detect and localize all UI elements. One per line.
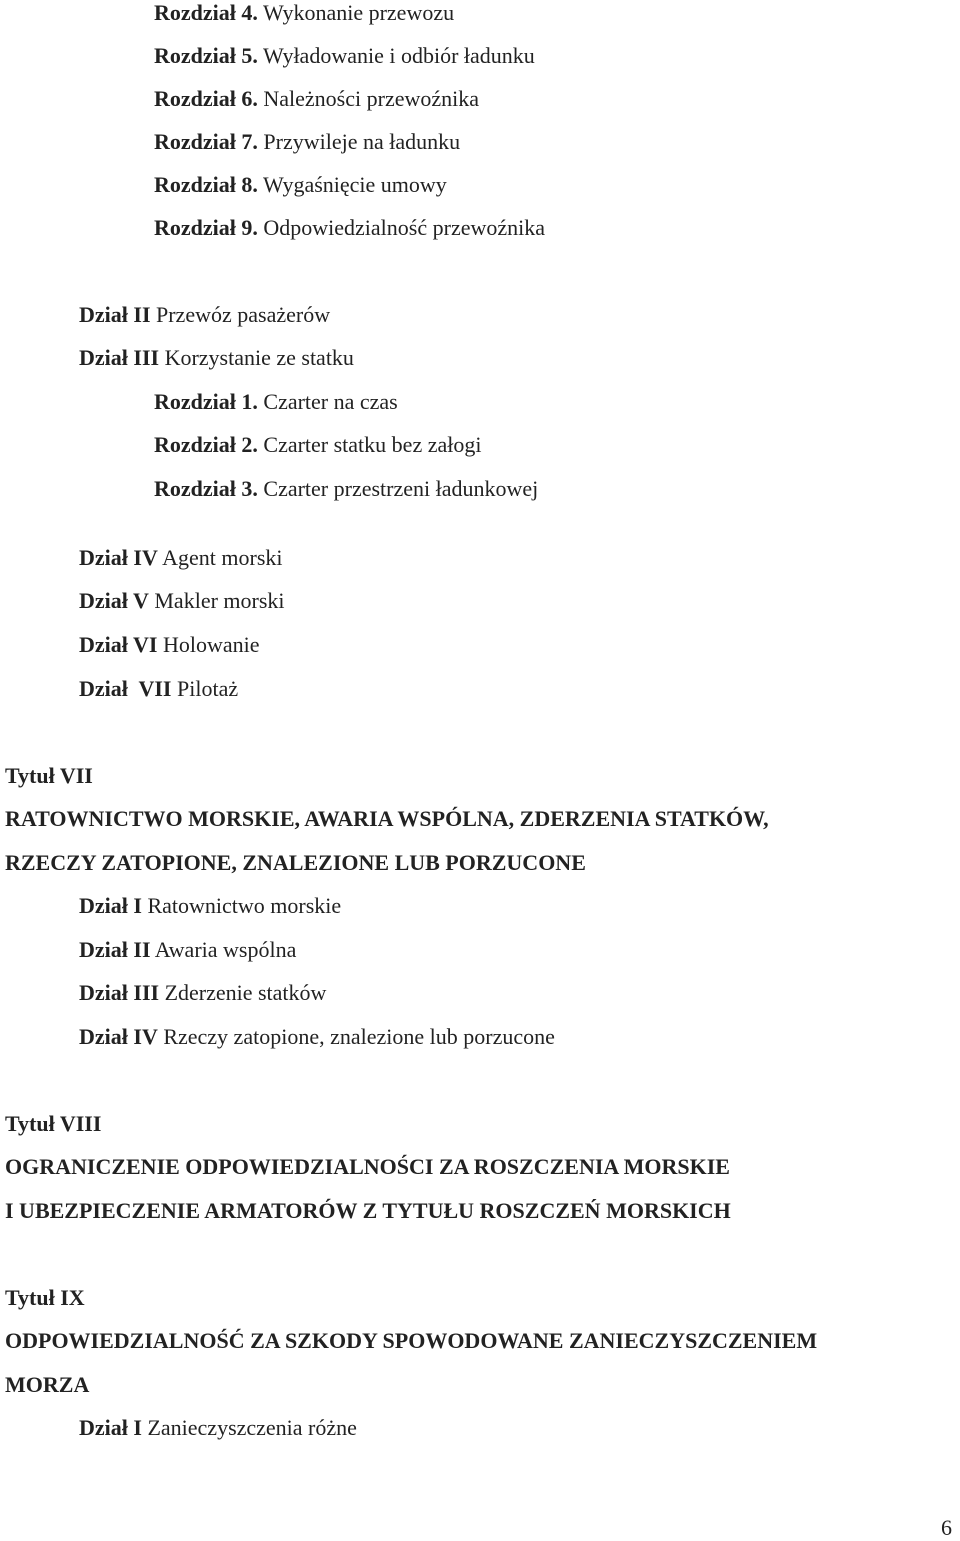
toc-entry-vii-dzial-iii [79,980,326,1006]
entry-label: Rozdział 7. [154,129,258,154]
toc-entry-rozdzial-4 [154,0,454,26]
toc-entry-rozdzial-6 [154,86,479,112]
entry-title: Makler morski [154,588,285,613]
entry-title: Ratownictwo morskie [147,893,342,918]
toc-entry-dzial-vi [79,632,259,658]
toc-entry-rozdzial-1 [154,389,398,415]
entry-title: Czarter przestrzeni ładunkowej [263,476,539,501]
title-ix-label: Tytuł IX [5,1285,85,1310]
entry-label: Dział II [79,937,151,962]
title-vii-heading-line-2: RZECZY ZATOPIONE, ZNALEZIONE LUB PORZUCONE [5,850,586,875]
entry-label: Rozdział 1. [154,389,258,414]
title-ix-heading-line-2: MORZA [5,1372,90,1397]
entry-label: Dział II [79,302,151,327]
entry-title: Przywileje na ładunku [263,129,461,154]
title-viii-heading-line-2: I UBEZPIECZENIE ARMATORÓW Z TYTUŁU ROSZCZEŃ MORSKICH [5,1198,731,1223]
entry-title: Czarter statku bez załogi [263,432,482,457]
entry-title: Zderzenie statków [164,980,327,1005]
entry-label: Dział IV [79,1024,158,1049]
entry-title: Wyładowanie i odbiór ładunku [263,43,535,68]
toc-entry-dzial-vii [79,676,238,702]
toc-entry-vii-dzial-iv [79,1024,555,1050]
toc-entry-ix-dzial-i [79,1415,357,1441]
toc-entry-vii-dzial-i [79,893,341,919]
entry-title: Pilotaż [177,676,239,701]
entry-label: Dział I [79,1415,142,1440]
title-viii-label: Tytuł VIII [5,1111,102,1136]
toc-entry-rozdzial-2 [154,432,481,458]
entry-title: Agent morski [162,545,283,570]
title-viii-heading-line-1: OGRANICZENIE ODPOWIEDZIALNOŚCI ZA ROSZCZENIA MORSKIE [5,1154,730,1179]
toc-entry-rozdzial-3 [154,476,538,502]
entry-label: Dział IV [79,545,158,570]
entry-label: Rozdział 8. [154,172,258,197]
entry-label: Rozdział 9. [154,215,258,240]
toc-entry-rozdzial-7 [154,129,460,155]
toc-entry-dzial-ii [79,302,330,328]
toc-entry-vii-dzial-ii [79,937,296,963]
entry-label: Dział V [79,588,149,613]
title-vii-label: Tytuł VII [5,763,93,788]
entry-title: Należności przewoźnika [263,86,480,111]
entry-title: Wygaśnięcie umowy [263,172,447,197]
entry-title: Korzystanie ze statku [164,345,354,370]
entry-title: Wykonanie przewozu [263,0,455,25]
entry-label: Dział VI [79,632,158,657]
entry-title: Czarter na czas [263,389,398,414]
entry-label: Rozdział 3. [154,476,258,501]
toc-entry-dzial-v [79,588,285,614]
entry-label: Dział VII [79,676,172,701]
entry-label: Rozdział 2. [154,432,258,457]
entry-title: Przewóz pasażerów [156,302,331,327]
title-vii-heading-line-1: RATOWNICTWO MORSKIE, AWARIA WSPÓLNA, ZDERZENIA STATKÓW, [5,806,769,831]
entry-label: Rozdział 4. [154,0,258,25]
toc-entry-dzial-iii [79,345,354,371]
entry-title: Zanieczyszczenia różne [147,1415,357,1440]
toc-entry-dzial-iv [79,545,283,571]
toc-entry-rozdzial-5 [154,43,535,69]
title-ix-heading-line-1: ODPOWIEDZIALNOŚĆ ZA SZKODY SPOWODOWANE ZANIECZYSZCZENIEM [5,1328,818,1353]
page-number: 6 [941,1515,952,1540]
entry-title: Holowanie [162,632,260,657]
entry-label: Dział III [79,980,160,1005]
toc-entry-rozdzial-8 [154,172,447,198]
entry-label: Dział I [79,893,142,918]
entry-title: Odpowiedzialność przewoźnika [263,215,546,240]
entry-label: Dział III [79,345,160,370]
entry-title: Awaria wspólna [154,937,297,962]
entry-title: Rzeczy zatopione, znalezione lub porzucone [163,1024,555,1049]
entry-label: Rozdział 6. [154,86,258,111]
entry-label: Rozdział 5. [154,43,258,68]
toc-entry-rozdzial-9 [154,215,545,241]
